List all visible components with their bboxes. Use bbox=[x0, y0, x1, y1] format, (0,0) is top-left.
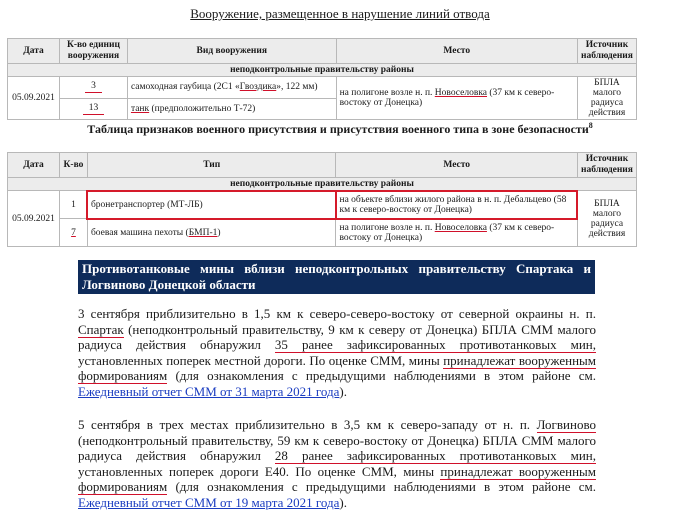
paragraph-spartak: 3 сентября приблизительно в 1,5 км к северо-северо-востоку от северной окраины н. п. Спартак (неподконтрольный правительству, 9 км к северу от Донецка) БПЛА СММ малого радиуса действия обнаружил 35 ранее зафиксированных противотанковых мин, установленных поперек местной дороги. По оценке СММ, мины принадлежат вооруженным формированиям (для ознакомления с предыдущими наблюдениями в этом районе см. Ежедневный отчет СММ от 31 марта 2021 года). bbox=[78, 306, 596, 399]
col-header-quantity: К-во единиц вооружения bbox=[59, 39, 127, 64]
paragraph-logvinovo: 5 сентября в трех местах приблизительно в 3,5 км к северо-западу от н. п. Логвиново (неподконтрольный правительству, 59 км к северо-востоку от Донецка) БПЛА СММ малого радиуса действия обнаружил 28 ранее зафиксированных противотанковых мин, установленных поперек дороги Е40. По оценке СММ, мины принадлежат вооруженным формированиям (для ознакомления с предыдущими наблюдениями в этом районе см. Ежедневный отчет СММ от 19 марта 2021 года). bbox=[78, 417, 596, 510]
type-cell: боевая машина пехоты (БМП-1) bbox=[87, 219, 336, 247]
quantity-cell: 3 bbox=[59, 77, 127, 99]
col-header-source: Источник наблюдения bbox=[577, 153, 636, 178]
section-banner: Противотанковые мины вблизи неподконтрольных правительству Спартака и Логвиново Донецкой области bbox=[78, 260, 595, 294]
place-cell: на полигоне возле н. п. Новоселовка (37 км к северо-востоку от Донецка) bbox=[336, 219, 577, 247]
col-header-place: Место bbox=[336, 153, 577, 178]
type-cell-highlighted: бронетранспортер (МТ-ЛБ) bbox=[87, 191, 336, 219]
place-cell-highlighted: на объекте вблизи жилого района в н. п. Дебальцево (58 км к северо-востоку от Донецка) bbox=[336, 191, 577, 219]
section-row: неподконтрольные правительству районы bbox=[8, 178, 637, 191]
source-cell: БПЛА малого радиуса действия bbox=[577, 77, 636, 120]
quantity-cell: 7 bbox=[59, 219, 87, 247]
date-cell: 05.09.2021 bbox=[8, 191, 60, 247]
table-header-row bbox=[8, 153, 637, 178]
col-header-date: Дата bbox=[8, 39, 60, 64]
quantity-cell: 1 bbox=[59, 191, 87, 219]
col-header-date: Дата bbox=[8, 153, 60, 178]
place-cell: на полигоне возле н. п. Новоселовка (37 км к северо-востоку от Донецка) bbox=[336, 77, 577, 120]
report-link-march-31[interactable]: Ежедневный отчет СММ от 31 марта 2021 года bbox=[78, 383, 340, 399]
table-row bbox=[8, 77, 637, 99]
quantity-cell: 13 bbox=[59, 98, 127, 120]
col-header-place: Место bbox=[336, 39, 577, 64]
table-row bbox=[8, 219, 637, 247]
report-link-march-19[interactable]: Ежедневный отчет СММ от 19 марта 2021 года bbox=[78, 494, 340, 510]
date-cell: 05.09.2021 bbox=[8, 77, 60, 120]
heading-military-presence: Таблица признаков военного присутствия и присутствия военного типа в зоне безопасности$^8$ bbox=[87, 121, 593, 136]
weapon-type-cell: танк (предположительно Т-72) bbox=[127, 98, 336, 120]
table-row bbox=[8, 191, 637, 219]
section-row: неподконтрольные правительству районы bbox=[8, 64, 637, 77]
weapons-table bbox=[7, 38, 637, 120]
heading-weapons-violation: Вооружение, размещенное в нарушение линий отвода bbox=[190, 6, 490, 21]
source-cell: БПЛА малого радиуса действия bbox=[577, 191, 636, 247]
table-header-row bbox=[8, 39, 637, 64]
col-header-weapon-type: Вид вооружения bbox=[127, 39, 336, 64]
col-header-type: Тип bbox=[87, 153, 336, 178]
weapon-type-cell: самоходная гаубица (2С1 «Гвоздика», 122 мм) bbox=[127, 77, 336, 99]
military-presence-table bbox=[7, 152, 637, 247]
col-header-quantity: К-во bbox=[59, 153, 87, 178]
col-header-source: Источник наблюдения bbox=[577, 39, 636, 64]
